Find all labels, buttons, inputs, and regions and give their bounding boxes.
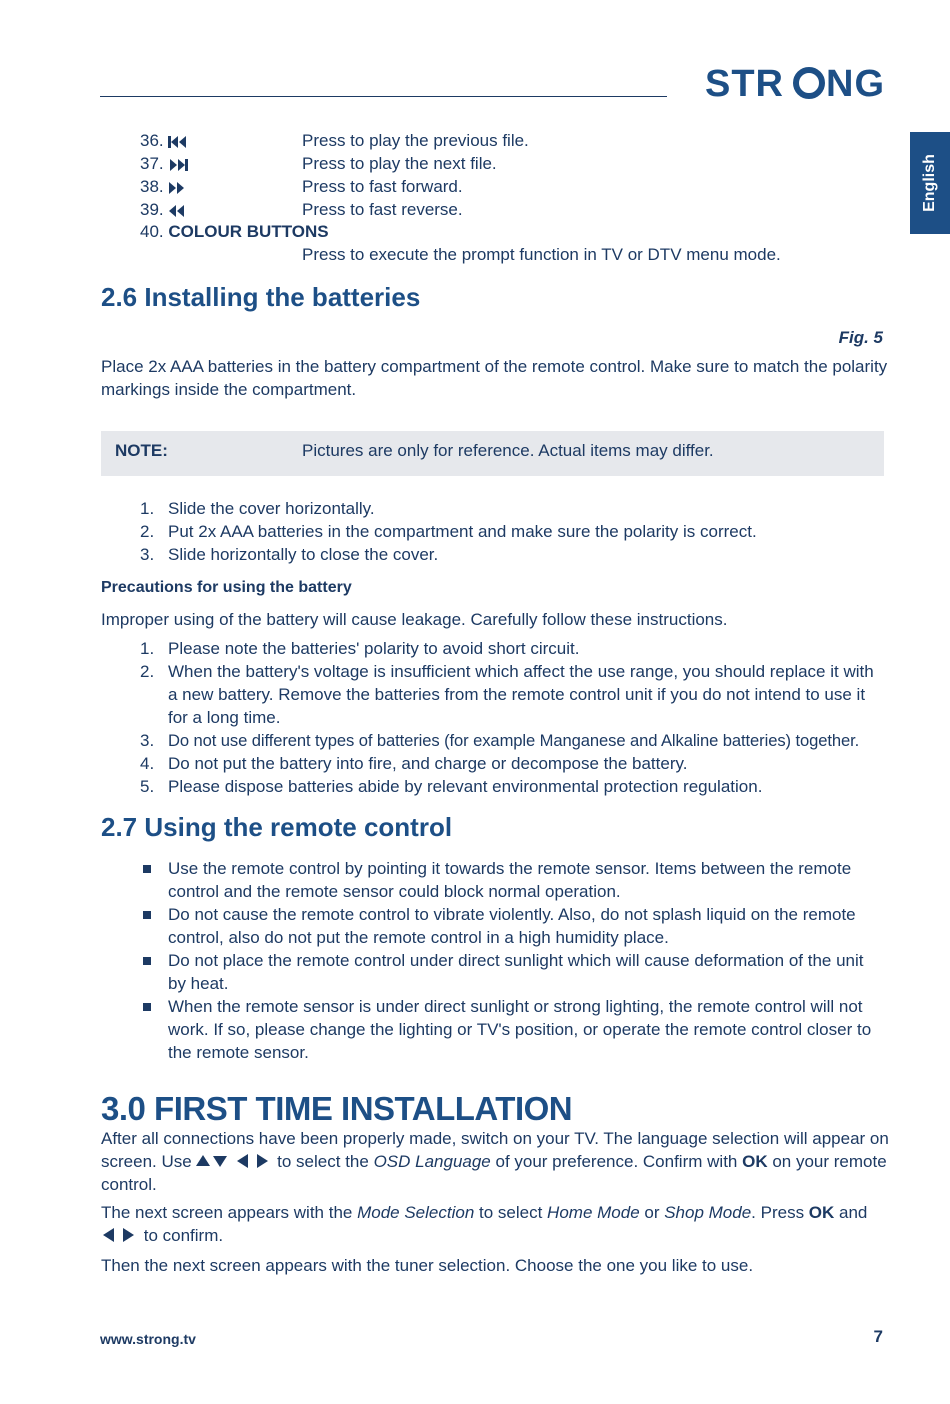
note-box <box>101 431 884 476</box>
next-icon <box>168 158 188 172</box>
header-rule <box>100 96 667 97</box>
button-description: Press to fast reverse. <box>302 200 463 219</box>
svg-text:NG: NG <box>826 63 885 104</box>
section-title-3-0: 3.0 FIRST TIME INSTALLATION <box>101 1090 573 1127</box>
list-item: 1. Please note the batteries' polarity to avoid short circuit. <box>140 639 580 658</box>
figure-label: Fig. 5 <box>838 328 883 347</box>
button-description: Press to play the previous file. <box>302 131 529 150</box>
installation-paragraph-2: The next screen appears with the Mode Selection to select Home Mode or Shop Mode. Press OK and to confirm. <box>101 1203 868 1245</box>
button-number: 37. <box>140 154 164 173</box>
language-tab-label: English <box>921 154 938 212</box>
bullet-square <box>143 957 151 965</box>
left-right-arrows-icon <box>101 1227 139 1243</box>
strong-logo <box>705 62 885 104</box>
button-number: 39. <box>140 200 164 219</box>
list-item: 2. Put 2x AAA batteries in the compartment and make sure the polarity is correct. <box>140 522 757 541</box>
list-item: When the remote sensor is under direct sunlight or strong lighting, the remote control will not work. If so, please change the lighting or TV's position, or operate the remote control closer to the remote sensor. <box>140 995 885 1064</box>
language-tab <box>910 132 950 234</box>
list-item: 3. Do not use different types of batteries (for example Manganese and Alkaline batteries) together. <box>140 731 860 750</box>
button-number: 40. <box>140 222 164 241</box>
battery-steps <box>140 497 885 566</box>
button-description: Press to fast forward. <box>302 177 463 196</box>
note-label: NOTE: <box>115 441 168 460</box>
button-number: 36. <box>140 131 164 150</box>
page-number: 7 <box>873 1327 883 1346</box>
remote-usage-list <box>140 857 885 1064</box>
colour-buttons-label: COLOUR BUTTONS <box>168 222 329 241</box>
installation-paragraph-1: After all connections have been properly made, switch on your TV. The language selection will appear on screen. Use to select the OSD Language of your preference. Confirm with OK on your remote control. <box>101 1129 889 1194</box>
list-item: 2. When the battery's voltage is insufficient which affect the use range, you should replace it with a new battery. Remove the batteries from the remote control unit if you do not intend to use it for a long time. <box>140 662 874 727</box>
button-number: 38. <box>140 177 164 196</box>
section-title-2-7: 2.7 Using the remote control <box>101 812 453 842</box>
list-item: 3. Slide horizontally to close the cover. <box>140 545 439 564</box>
list-item: 4. Do not put the battery into fire, and charge or decompose the battery. <box>140 754 688 773</box>
battery-intro: Place 2x AAA batteries in the battery compartment of the remote control. Make sure to match the polarity markings inside the compartment. <box>101 357 888 399</box>
arrow-keys-icon <box>196 1153 272 1169</box>
svg-text:STR: STR <box>705 63 784 104</box>
colour-buttons-description: Press to execute the prompt function in TV or DTV menu mode. <box>302 245 781 264</box>
button-description: Press to play the next file. <box>302 154 497 173</box>
precautions-intro: Improper using of the battery will cause leakage. Carefully follow these instructions. <box>101 610 728 629</box>
list-item: 5. Please dispose batteries abide by relevant environmental protection regulation. <box>140 777 763 796</box>
bullet-square <box>143 911 151 919</box>
precautions-title: Precautions for using the battery <box>101 579 352 596</box>
previous-icon <box>168 135 188 149</box>
list-item: Do not place the remote control under direct sunlight which will cause deformation of the unit by heat. <box>140 949 885 995</box>
bullet-square <box>143 865 151 873</box>
bullet-square <box>143 1003 151 1011</box>
installation-paragraph-3: Then the next screen appears with the tuner selection. Choose the one you like to use. <box>101 1256 754 1275</box>
note-text: Pictures are only for reference. Actual items may differ. <box>302 441 714 460</box>
precautions-list <box>140 637 885 798</box>
footer-url[interactable]: www.strong.tv <box>100 1331 196 1347</box>
section-title-2-6: 2.6 Installing the batteries <box>101 282 421 312</box>
list-item: Do not cause the remote control to vibrate violently. Also, do not splash liquid on the remote control, also do not put the remote control in a high humidity place. <box>140 903 885 949</box>
list-item: 1. Slide the cover horizontally. <box>140 499 375 518</box>
fast-forward-icon <box>168 181 186 195</box>
fast-reverse-icon <box>168 204 186 218</box>
list-item: Use the remote control by pointing it towards the remote sensor. Items between the remote control and the remote sensor could block normal operation. <box>140 857 885 903</box>
